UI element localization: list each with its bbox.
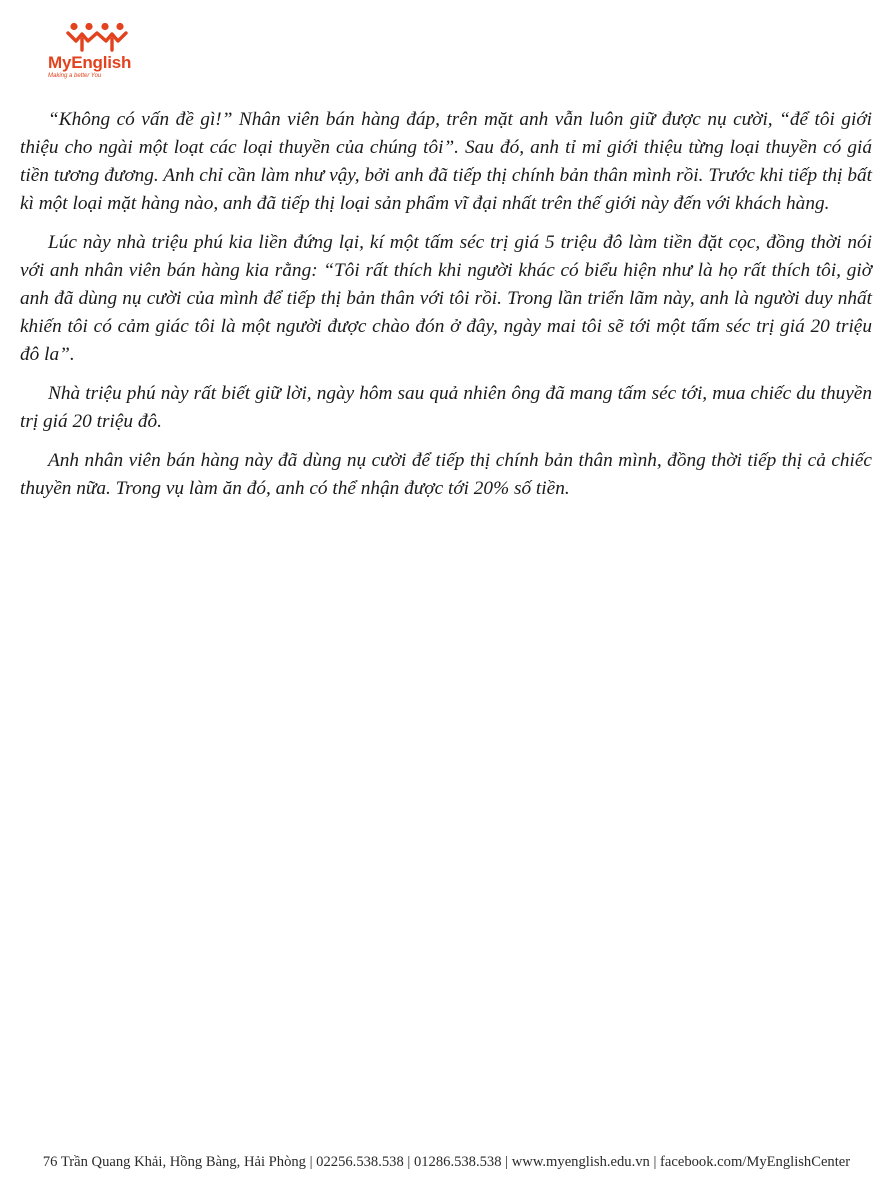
logo-name: MyEnglish [48,53,132,72]
logo-tagline: Making a better You [48,73,102,79]
people-logo-icon [66,22,128,52]
paragraph-1: “Không có vấn đề gì!” Nhân viên bán hàng đáp, trên mặt anh vẫn luôn giữ được nụ cười, “để tôi giới thiệu cho ngài một loạt các loại thuyền của chúng tôi”. Sau đó, anh tỉ mỉ giới thiệu từng loại thuyền có giá tiền tương đương. Anh chỉ cần làm như vậy, bởi anh đã tiếp thị chính bản thân mình rồi. Trước khi tiếp thị bất kì một loại mặt hàng nào, anh đã tiếp thị loại sản phẩm vĩ đại nhất trên thế giới này đến với khách hàng. [20,109,872,214]
article-body [20,106,872,514]
paragraph-3: Nhà triệu phú này rất biết giữ lời, ngày hôm sau quả nhiên ông đã mang tấm séc tới, mua chiếc du thuyền trị giá 20 triệu đô. [20,383,872,432]
myenglish-logo [42,20,152,82]
paragraph-4: Anh nhân viên bán hàng này đã dùng nụ cười để tiếp thị chính bản thân mình, đồng thời tiếp thị cả chiếc thuyền nữa. Trong vụ làm ăn đó, anh có thể nhận được tới 20% số tiền. [20,450,872,499]
footer-contact-line: 76 Trần Quang Khải, Hồng Bàng, Hải Phòng | 02256.538.538 | 01286.538.538 | www.myenglish.edu.vn | facebook.com/MyEnglishCenter [42,1154,851,1170]
paragraph-2: Lúc này nhà triệu phú kia liền đứng lại, kí một tấm séc trị giá 5 triệu đô làm tiền đặt cọc, đồng thời nói với anh nhân viên bán hàng kia rằng: “Tôi rất thích khi người khác có biểu hiện như là họ rất thích tôi, giờ anh đã dùng nụ cười của mình để tiếp thị bản thân với tôi rồi. Trong lần triển lãm này, anh là người duy nhất khiến tôi có cảm giác tôi là một người được chào đón ở đây, ngày mai tôi sẽ tới một tấm séc trị giá 20 triệu đô la”. [20,232,872,365]
